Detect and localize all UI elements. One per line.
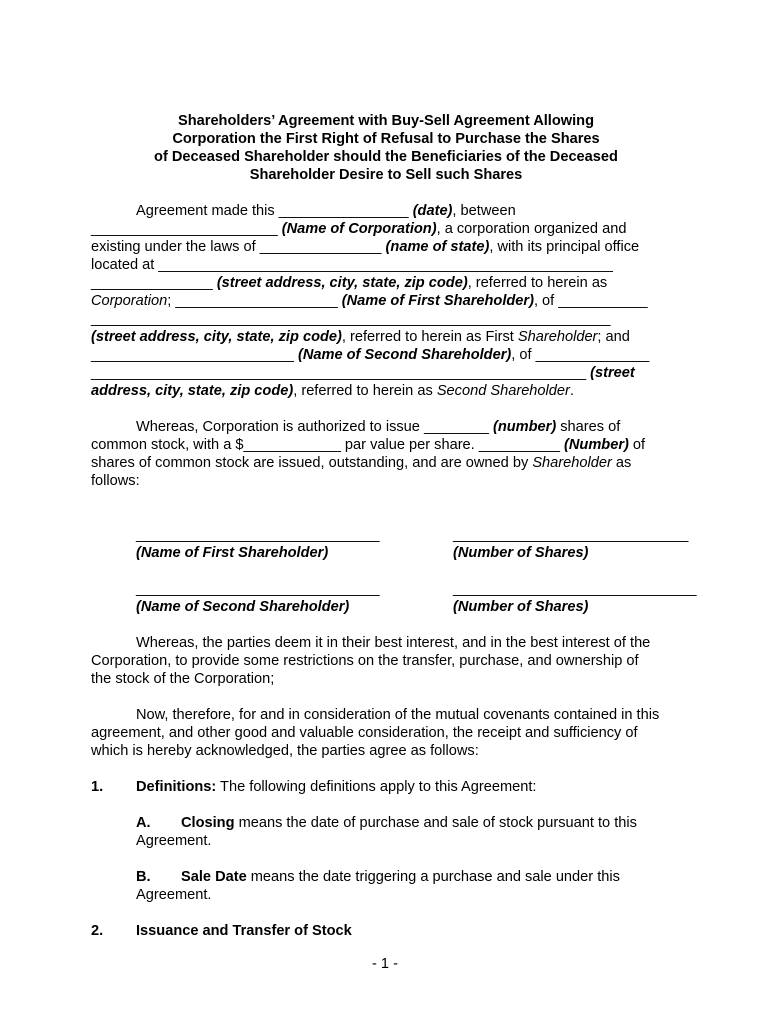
now-therefore-paragraph: Now, therefore, for and in consideration of the mutual covenants contained in this agreement, and other good and valuable consideration, the receipt and sufficiency of which is hereby acknowledged, the parties agree as follows: xyxy=(91,707,660,759)
section-number: 1. xyxy=(91,779,104,795)
first-shareholder-label: (Name of First Shareholder) xyxy=(136,545,329,561)
corp-address-placeholder: (street address, city, state, zip code) xyxy=(216,275,468,291)
definition-item: B. Sale Date means the date triggering a purchase and sale under this Agreement. xyxy=(136,869,620,903)
state-placeholder: (name of state) xyxy=(385,239,490,255)
title-line: Corporation the First Right of Refusal to Purchase the Shares xyxy=(172,131,600,147)
definition-item: A. Closing means the date of purchase and sale of stock pursuant to this Agreement. xyxy=(136,815,637,849)
number-placeholder: (Number) xyxy=(564,437,629,453)
signature-row xyxy=(91,526,689,562)
title-line: Shareholders’ Agreement with Buy-Sell Agreement Allowing xyxy=(178,113,594,129)
number-of-shares-label: (Number of Shares) xyxy=(453,545,589,561)
first-shareholder-placeholder: (Name of First Shareholder) xyxy=(341,293,534,309)
shareholder-name-block: ______________________________ (Name of First Shareholder) xyxy=(136,527,380,561)
section-2-heading xyxy=(91,922,681,940)
first-address-placeholder: (street address, city, state, zip code) xyxy=(91,329,342,345)
corporation-name-placeholder: (Name of Corporation) xyxy=(281,221,437,237)
definition-term: Sale Date xyxy=(181,869,247,885)
section-title: Definitions: xyxy=(136,779,217,795)
item-letter: A. xyxy=(136,815,151,831)
number-of-shares-label: (Number of Shares) xyxy=(453,599,589,615)
definition-term: Closing xyxy=(181,815,235,831)
number-of-shares-block: _____________________________ (Number of Shares) xyxy=(453,527,689,561)
date-placeholder: (date) xyxy=(412,203,453,219)
signature-row xyxy=(91,580,697,616)
shareholder-name-block: ______________________________ (Name of Second Shareholder) xyxy=(136,581,380,615)
whereas-shares-paragraph: Whereas, Corporation is authorized to issue ________ (number) shares of common stock, with a $____________ par value per share. __________ (Number) of shares of common stock are issued, outstanding, and are owned by Shareholder as follows: xyxy=(91,419,646,489)
number-placeholder: (number) xyxy=(492,419,557,435)
title-line: of Deceased Shareholder should the Beneficiaries of the Deceased xyxy=(154,149,618,165)
document-title xyxy=(91,112,681,184)
second-address-placeholder: address, city, state, zip code) xyxy=(91,383,294,399)
number-of-shares-block: ______________________________ (Number of Shares) xyxy=(453,581,697,615)
second-shareholder-label: (Name of Second Shareholder) xyxy=(136,599,350,615)
item-letter: B. xyxy=(136,869,151,885)
document-page xyxy=(91,112,697,958)
second-shareholder-placeholder: (Name of Second Shareholder) xyxy=(297,347,512,363)
title-line: Shareholder Desire to Sell such Shares xyxy=(249,167,523,183)
section-1-heading: 1. Definitions: The following definitions apply to this Agreement: xyxy=(91,779,537,795)
page-number: - 1 - xyxy=(372,956,398,972)
whereas-restrictions-paragraph: Whereas, the parties deem it in their best interest, and in the best interest of the Corporation, to provide some restrictions on the transfer, purchase, and ownership of the stock of the Corporation; xyxy=(91,635,651,687)
section-number: 2. xyxy=(91,923,104,939)
intro-paragraph: Agreement made this ________________ (date), between _______________________ (Name of Corporation), a corporation organized and existing under the laws of _______________ (name of state), with its principal office located at ________________________________________________________ _______________ (street address, city, state, zip code), referred to herein as Corporation; ____________________ (Name of First Shareholder), of ___________ ________________________________________________________________ (street address, city, state, zip code), referred to herein as First Shareholder; and _________________________ (Name of Second Shareholder), of ______________ _____________________________________________________________ (street address, city, state, zip code), referred to herein as Second Shareholder. xyxy=(91,203,650,399)
section-title: Issuance and Transfer of Stock xyxy=(136,923,352,939)
